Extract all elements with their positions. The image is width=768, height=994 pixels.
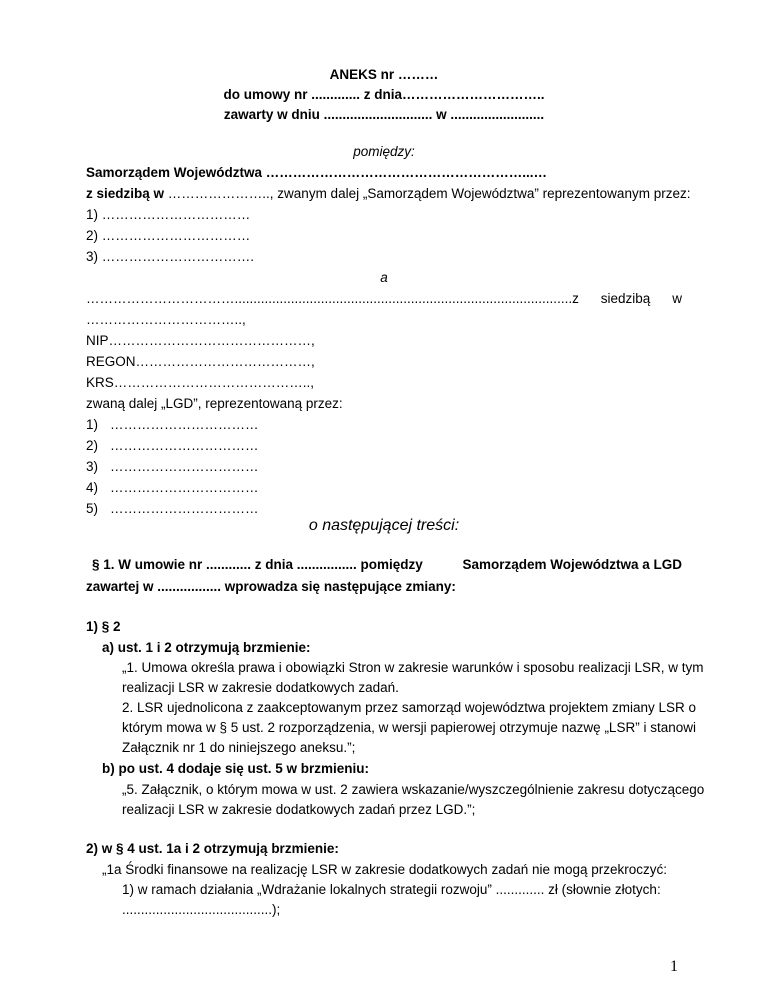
voivodeship-seat — [86, 185, 690, 202]
item2-line3: ........................................); — [122, 902, 281, 917]
seat-label: z siedzibą w — [86, 186, 165, 201]
item1-b-line2: realizacji LSR w zakresie dodatkowych zadań przez LGD.”; — [122, 802, 476, 817]
lgd-w-word: w — [672, 291, 682, 306]
voivodeship-rep-2: 2) …………………………… — [86, 228, 251, 243]
item1-a-heading: a) ust. 1 i 2 otrzymują brzmienie: — [102, 640, 311, 655]
item1-a-line5: Załącznik nr 1 do niniejszego aneksu.”; — [122, 740, 356, 755]
section1-line1: § 1. W umowie nr ............ z dnia ................ pomiędzy Samorządem Województwa a LGD — [92, 557, 682, 572]
voivodeship-name: Samorządem Województwa …………………………………………………...… — [86, 165, 548, 180]
item2-heading: 2) w § 4 ust. 1a i 2 otrzymują brzmienie: — [86, 841, 339, 856]
lgd-rep-4: 4) …………………………… — [86, 480, 259, 495]
section1-line2: zawartej w ................. wprowadza się następujące zmiany: — [86, 579, 456, 594]
between-label: pomiędzy: — [353, 144, 415, 159]
lgd-rep-2: 2) …………………………… — [86, 438, 259, 453]
content-heading: o następującej treści: — [308, 517, 460, 534]
item1-a-line1: „1. Umowa określa prawa i obowiązki Stron w zakresie warunków i sposobu realizacji LSR, w tym — [122, 660, 704, 675]
item1-a-line3: 2. LSR ujednolicona z zaakceptowanym przez samorząd województwa projektem zmiany LSR o — [122, 700, 697, 715]
krs-line: KRS…………………………………….., — [86, 375, 315, 390]
item1-b-heading: b) po ust. 4 dodaje się ust. 5 w brzmieniu: — [102, 761, 370, 776]
item1-heading: 1) § 2 — [86, 619, 121, 634]
item2-line2: 1) w ramach działania „Wdrażanie lokalnych strategii rozwoju” ............. zł (słownie złotych: — [122, 882, 661, 897]
item1-a-line2: realizacji LSR w zakresie dodatkowych zadań. — [122, 680, 399, 695]
lgd-name-line — [86, 290, 682, 307]
concluded-date-place: zawarty w dniu ............................. w ......................... — [223, 107, 545, 122]
item2-line1: „1a Środki finansowe na realizację LSR w zakresie dodatkowych zadań nie mogą przekroczyć: — [102, 862, 668, 877]
lgd-rep-intro: zwaną dalej „LGD”, reprezentowaną przez: — [86, 396, 343, 411]
item1-a-line4: którym mowa w § 5 ust. 2 rozporządzenia, w wersji papierowej otrzymuje nazwę „LSR” i stanowi — [122, 720, 696, 735]
voivodeship-rep-3: 3) ……………………………. — [86, 249, 255, 264]
item1-b-line1: „5. Załącznik, o którym mowa w ust. 2 zawiera wskazanie/wyszczególnienie zakresu dotyczącego — [122, 782, 705, 797]
lgd-rep-3: 3) …………………………… — [86, 459, 259, 474]
voivodeship-rep-1: 1) …………………………… — [86, 207, 251, 222]
annex-title: ANEKS nr ……… — [329, 67, 439, 82]
seat-rest: ………………….., zwanym dalej „Samorządem Województwa” reprezentowanym przez: — [167, 186, 691, 201]
regon-line: REGON…………………………………, — [86, 354, 315, 369]
lgd-seat-line: …………………………….., — [86, 312, 246, 327]
lgd-rep-5: 5) …………………………… — [86, 501, 259, 516]
lgd-seat-word: siedzibą — [600, 291, 651, 306]
nip-line: NIP………………………………………, — [86, 333, 315, 348]
and-label: a — [380, 270, 388, 285]
contract-reference: do umowy nr ............. z dnia………………………….. — [223, 87, 545, 102]
lgd-rep-1: 1) …………………………… — [86, 417, 259, 432]
page-number: 1 — [670, 958, 678, 975]
lgd-name-dots: ……………………………..........................................................................................z — [86, 291, 579, 306]
